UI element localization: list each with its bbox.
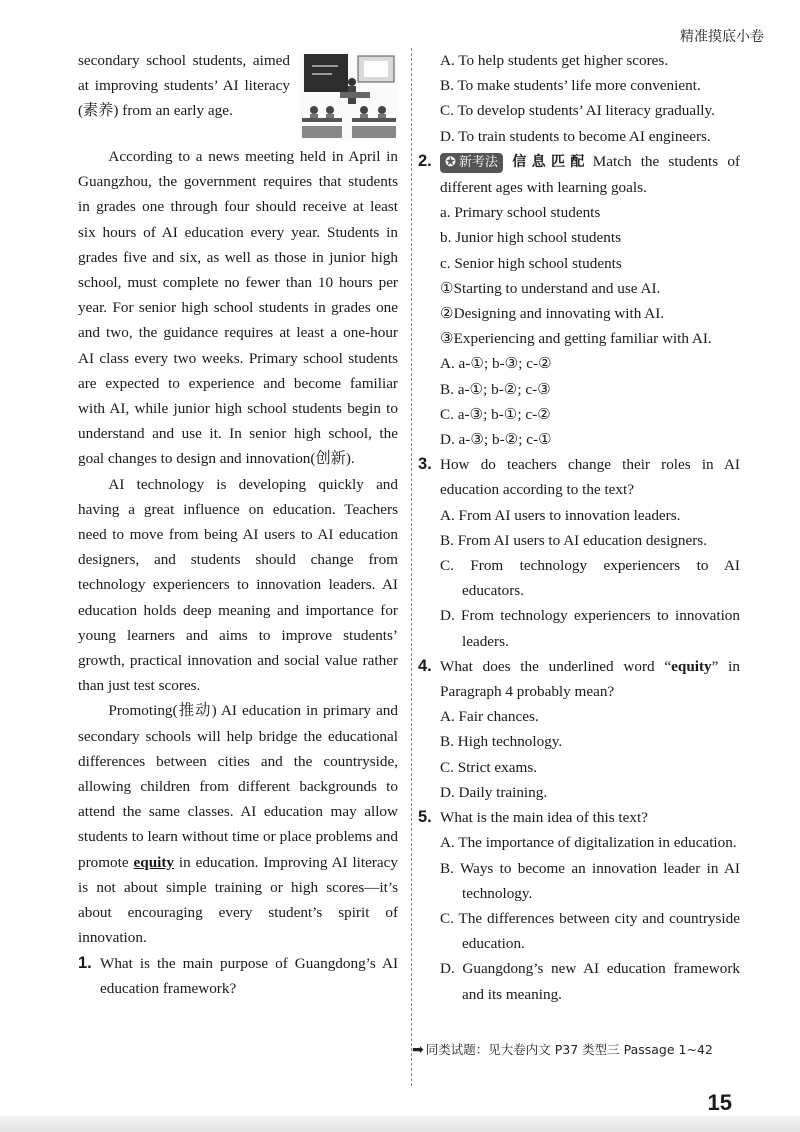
- question-2-option-a: A. a-①; b-③; c-②: [440, 355, 552, 373]
- question-2-option-c: C. a-③; b-①; c-②: [440, 405, 551, 423]
- question-1-option-c: C. To develop students’ AI literacy gradually.: [440, 102, 715, 120]
- page-bottom-edge: [0, 1116, 800, 1132]
- passage-paragraph-3: AI technology is developing quickly and having a great influence on education. Teachers need to move from being AI users to AI education designers, and students should change from technology experiencers to innovation leaders. AI education holds deep meaning and importance for young learners and aims to improve students’ growth, practical innovation and social value rather than just test scores.: [78, 475, 398, 695]
- footer-reference: [412, 1040, 752, 1058]
- underlined-word: equity: [133, 853, 175, 871]
- question-1: [78, 951, 398, 1001]
- question-4-stem: [440, 654, 740, 704]
- column-divider: [411, 48, 412, 1086]
- right-column: [418, 48, 740, 1007]
- match-item-c: c. Senior high school students: [440, 254, 622, 272]
- question-5: [418, 805, 740, 830]
- question-2-option-b: B. a-①; b-②; c-③: [440, 380, 551, 398]
- question-3-text: How do teachers change their roles in AI education according to the text?: [440, 456, 740, 499]
- lightbulb-icon: ✪: [445, 154, 456, 170]
- question-3-option-d: D. From technology experiencers to innovation leaders.: [440, 607, 740, 650]
- question-4: [418, 654, 740, 704]
- arrow-right-icon: ➡: [412, 1042, 424, 1058]
- classroom-illustration: [300, 52, 398, 140]
- question-2-stem: [440, 149, 740, 200]
- question-2: [418, 149, 740, 200]
- match-goal-1: ①Starting to understand and use AI.: [440, 279, 661, 297]
- passage-paragraph-4: [78, 698, 398, 950]
- question-4-word: equity: [671, 657, 712, 675]
- match-goal-2: ②Designing and innovating with AI.: [440, 305, 665, 323]
- passage-intro: secondary school students, aimed at improving students’ AI literacy (素养) from an early age.: [78, 52, 290, 120]
- question-4-text-after: ” in Paragraph 4 probably mean?: [440, 657, 740, 701]
- question-3: [418, 452, 740, 502]
- question-4-number: 4.: [418, 656, 432, 675]
- page-number: 15: [707, 1090, 732, 1115]
- question-5-number: 5.: [418, 808, 432, 827]
- question-4-option-b: B. High technology.: [440, 733, 563, 751]
- p4-text-before: Promoting(推动) AI education in primary and secondary schools will help bridge the educational differences between cities and the countryside, allowing children from different backgrounds to attend the same classes. AI education may allow students to learn without time or place problems and promote: [78, 702, 398, 871]
- question-5-option-c: C. The differences between city and countryside education.: [440, 909, 740, 953]
- intro-block: [78, 48, 398, 144]
- question-1-option-b: B. To make students’ life more convenient.: [440, 77, 701, 95]
- question-3-number: 3.: [418, 455, 432, 474]
- footer-reference-text: 同类试题：见大卷内文 P37 类型三 Passage 1~42: [425, 1042, 713, 1057]
- p4-text-after: in education. Improving AI literacy is not about simple training or high scores—it’s about encouraging every student’s spirit of innovation.: [78, 853, 398, 947]
- match-goal-3: ③Experiencing and getting familiar with AI.: [440, 330, 712, 348]
- question-type-label: 信息匹配: [506, 153, 590, 170]
- question-2-text: Match the students of different ages with learning goals.: [440, 152, 740, 197]
- question-1-text: What is the main purpose of Guangdong’s AI education framework?: [100, 954, 398, 997]
- question-2-option-d: D. a-③; b-②; c-①: [440, 431, 552, 449]
- question-5-option-b: B. Ways to become an innovation leader in AI technology.: [440, 859, 740, 902]
- question-4-option-c: C. Strict exams.: [440, 758, 538, 776]
- question-4-option-a: A. Fair chances.: [440, 708, 539, 726]
- question-4-option-d: D. Daily training.: [440, 783, 548, 801]
- question-1-number: 1.: [78, 953, 92, 972]
- question-5-option-d: D. Guangdong’s new AI education framework and its meaning.: [440, 960, 740, 1003]
- question-5-option-a: A. The importance of digitalization in education.: [440, 834, 737, 852]
- badge-label: 新考法: [458, 154, 498, 170]
- question-3-option-a: A. From AI users to innovation leaders.: [440, 506, 681, 524]
- passage-paragraph-2: According to a news meeting held in April in Guangzhou, the government requires that students in grades one through four should receive at least six hours of AI education every year. Students in grades five and six, as well as those in junior high school, must complete no fewer than 10 hours per year. For senior high school students in grades one and two, the guidance requires at least a one-hour AI class every two weeks. Primary school students are expected to experience and become familiar with AI, while junior high school students begin to understand and use it. In senior high school, the goal changes to design and innovation(创新).: [78, 148, 398, 468]
- question-2-number: 2.: [418, 151, 432, 170]
- question-1-option-d: D. To train students to become AI engineers.: [440, 127, 711, 145]
- question-3-option-b: B. From AI users to AI education designers.: [440, 531, 708, 549]
- question-1-option-a: A. To help students get higher scores.: [440, 52, 669, 69]
- question-5-text: What is the main idea of this text?: [440, 809, 648, 827]
- match-item-a: a. Primary school students: [440, 204, 601, 222]
- header-tag: 精准摸底小卷: [680, 29, 764, 45]
- match-item-b: b. Junior high school students: [440, 229, 621, 247]
- question-1-options: [418, 48, 740, 149]
- left-column: [78, 48, 398, 1001]
- question-4-text-before: What does the underlined word “: [440, 657, 672, 675]
- new-format-badge: [440, 153, 503, 173]
- question-3-option-c: C. From technology experiencers to AI educators.: [440, 557, 740, 600]
